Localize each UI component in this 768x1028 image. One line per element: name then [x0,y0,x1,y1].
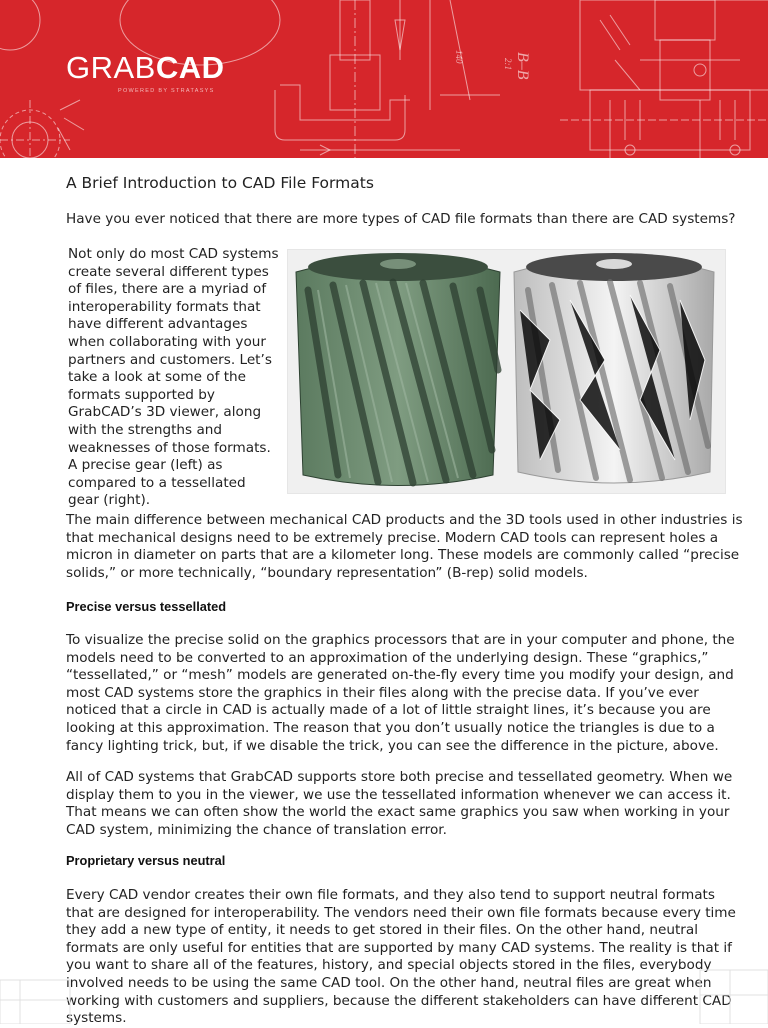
logo-tagline: POWERED BY STRATASYS [118,88,215,94]
footer-blueprint-drawing [0,960,768,1024]
heading-precise-vs-tessellated: Precise versus tessellated [66,599,227,614]
header-banner [0,0,768,158]
page-title: A Brief Introduction to CAD File Formats [66,174,374,192]
intro-question: Have you ever noticed that there are more types of CAD file formats than there are CAD systems? [66,211,736,227]
dimension-label-2: 2:1 [503,58,513,70]
paragraph-tessellation: To visualize the precise solid on the graphics processors that are in your computer and phone, the models need to be converted to an approximation of the underlying design. These “graphics,” “tessellated,” or “mesh” models are generated on-the-fly every time you modify your design, and most CAD systems store the graphics in their files along with the precise data. If you’ve ever noticed that a circle in CAD is actually made of a lot of little straight lines, it’s because you are looking at this approximation. The reason that you don’t usually notice the triangles is due to a fancy lighting trick, but, if we disable the trick, you can see the difference in the picture, above. [66,632,735,754]
paragraph-grabcad-support: All of CAD systems that GrabCAD supports store both precise and tessellated geometry. When we display them to you in the viewer, we use the tessellated information whenever we can access it. That means we can often show the world the exact same graphics you saw when working in your CAD system, minimizing the chance of translation error. [66,769,733,838]
paragraph-precision: The main difference between mechanical CAD products and the 3D tools used in other industries is that mechanical designs need to be extremely precise. Modern CAD tools can represent holes a micron in diameter on parts that are a kilometer long. These models are commonly called “precise solids,” or more technically, “boundary representation” (B-rep) solid models. [66,512,743,581]
tessellated-gear [514,253,714,483]
gear-comparison-image [287,249,726,494]
heading-proprietary-vs-neutral: Proprietary versus neutral [66,853,226,868]
precise-gear [296,253,500,486]
dimension-label-1: 140 [454,50,464,64]
side-paragraph: Not only do most CAD systems create several different types of files, there are a myriad of interoperability formats that have different advantages when collaborating with your partners and customers. Let’s take a look at some of the formats supported by GrabCAD’s 3D viewer, along with the strengths and weaknesses of those formats. A precise gear (left) as compared to a tessellated gear (right). [68,246,279,509]
paragraph-neutral-formats: Every CAD vendor creates their own file formats, and they also tend to support neutral formats that are designed for interoperability. The vendors need their own file formats because every time they add a new type of entity, it needs to get stored in their files. On the other hand, neutral formats are only useful for entities that are supported by many CAD systems. The reality is that if you want to share all of the features, history, and special objects stored in the files, everybody involved needs to be using the same CAD tool. On the other hand, neutral files are great when working with customers and suppliers, because the different stakeholders can have different CAD systems. [66,887,736,1027]
section-label: B–B [514,52,531,80]
grabcad-logo: GRABCAD [66,50,225,85]
